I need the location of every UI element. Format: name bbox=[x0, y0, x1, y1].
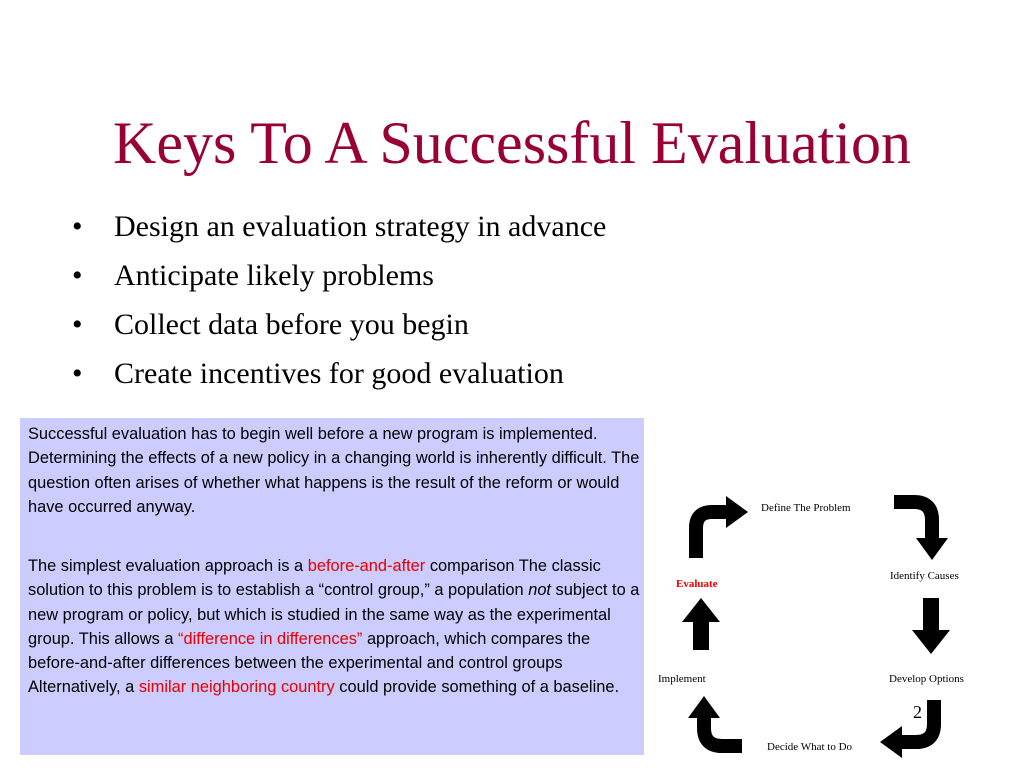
step-define-problem: Define The Problem bbox=[761, 502, 851, 514]
step-implement: Implement bbox=[658, 673, 706, 685]
step-develop-options: Develop Options bbox=[889, 673, 964, 685]
bullet-glyph: • bbox=[72, 308, 83, 341]
bullet-glyph: • bbox=[72, 259, 83, 292]
arrow-evaluate-to-define bbox=[696, 496, 748, 558]
note-text: Successful evaluation has to begin well before a new program is implemented. Determining the effects of a new policy in a changing world is inherently difficult. The question often arises of whether what happens is the result of the reform or would have occurred anyway. bbox=[28, 425, 640, 516]
bullet-glyph: • bbox=[72, 210, 83, 243]
bullet-glyph: • bbox=[72, 357, 83, 390]
arrow-define-to-identify bbox=[894, 502, 948, 560]
arrow-identify-to-develop bbox=[912, 598, 950, 654]
step-decide-what-to-do: Decide What to Do bbox=[767, 741, 853, 753]
step-evaluate: Evaluate bbox=[676, 578, 718, 590]
bullet-item: • Anticipate likely problems bbox=[72, 251, 606, 300]
highlight-before-and-after: before-and-after bbox=[307, 557, 426, 575]
bullet-item: • Design an evaluation strategy in advance bbox=[72, 202, 606, 251]
cycle-arrows bbox=[650, 488, 1024, 768]
arrow-develop-to-decide bbox=[880, 700, 934, 758]
slide-title: Keys To A Successful Evaluation bbox=[113, 110, 911, 176]
slide-number: 2 bbox=[913, 702, 922, 722]
highlight-similar-neighboring-country: similar neighboring country bbox=[138, 678, 335, 697]
note-box-evaluation-approach: The simplest evaluation approach is a before-and-after comparison The classic solution to this problem is to establish a “control group,” a population not subject to a new program or policy, but which is studied in the same way as the experimental group. This allows a “difference in differences” approach, which compares the before-and-after differences between the experimental and control groups Alternatively, a similar neighboring country could provide something of a baseline. bbox=[20, 550, 644, 755]
highlight-difference-in-differences: “difference in differences” bbox=[178, 629, 363, 648]
bullet-item: • Collect data before you begin bbox=[72, 300, 606, 349]
bullet-item: • Create incentives for good evaluation bbox=[72, 349, 606, 398]
bullet-list bbox=[72, 202, 606, 398]
step-identify-causes: Identify Causes bbox=[890, 570, 959, 582]
arrow-implement-to-evaluate bbox=[682, 598, 720, 650]
arrow-decide-to-implement bbox=[688, 696, 742, 746]
emphasis-not: not bbox=[528, 581, 551, 600]
policy-cycle-diagram bbox=[650, 488, 1024, 768]
note-box-successful-evaluation bbox=[20, 418, 644, 550]
